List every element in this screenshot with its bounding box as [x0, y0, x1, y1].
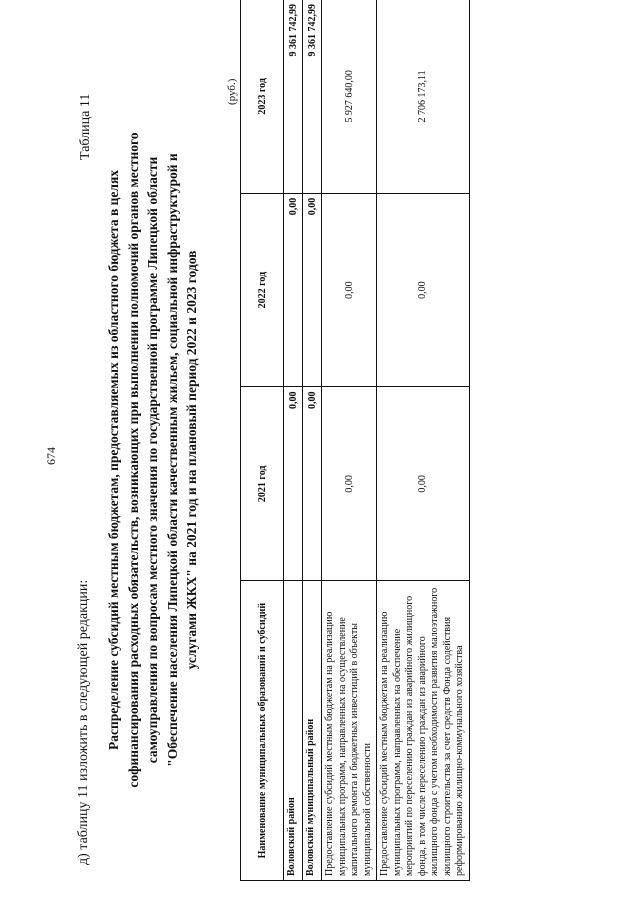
title-line: услугами ЖКХ" на 2021 год и на плановый период 2022 и 2023 годов	[184, 250, 199, 670]
value-2021: 0,00	[322, 387, 377, 581]
table-label: Таблица 11	[78, 93, 93, 160]
value-2023: 5 927 640,00	[322, 0, 377, 193]
table-header-row	[241, 0, 284, 881]
subsidy-table	[240, 0, 470, 881]
row-name: Предоставление субсидий местным бюджетам на реализацию муниципальных программ, направленных на обеспечение мероприятий по переселению граждан из аварийного жилищного фонда, в том числе переселению граждан из аварийного жилищного фонда с учетом необходимости развития малоэтажного жилищного строительства за счет средств Фонда содействия реформированию жилищно-коммунального хозяйства	[377, 581, 470, 881]
header-2021: 2021 год	[241, 387, 284, 581]
intro-text: д) таблицу 11 изложить в следующей редакции:	[76, 579, 91, 865]
value-2022: 0,00	[377, 193, 470, 387]
title-line: самоуправления по вопросам местного значения по государственной программе Липецкой области	[145, 156, 160, 764]
value-2022: 0,00	[303, 193, 322, 387]
value-2022: 0,00	[284, 193, 303, 387]
table-row	[284, 0, 303, 881]
table-row	[377, 0, 470, 881]
table-title	[104, 55, 202, 865]
currency-unit: (руб.)	[226, 78, 238, 105]
title-line: "Обеспечение населения Липецкой области качественным жильем, социальной инфраструктурой и	[164, 153, 180, 767]
table-row	[322, 0, 377, 881]
row-name: Воловский муниципальный район	[303, 581, 322, 881]
value-2021: 0,00	[284, 387, 303, 581]
header-name: Наименование муниципальных образований и субсидий	[241, 581, 284, 881]
value-2023: 9 361 742,99	[284, 0, 303, 193]
value-2023: 9 361 742,99	[303, 0, 322, 193]
value-2022: 0,00	[322, 193, 377, 387]
page-number: 674	[44, 447, 58, 465]
row-name: Воловский район	[284, 581, 303, 881]
value-2021: 0,00	[303, 387, 322, 581]
value-2021: 0,00	[377, 387, 470, 581]
title-line: софинансирования расходных обязательств, возникающих при выполнении полномочий органов местного	[125, 132, 141, 788]
header-2022: 2022 год	[241, 193, 284, 387]
table-row	[303, 0, 322, 881]
header-2023: 2023 год	[241, 0, 284, 193]
row-name: Предоставление субсидий местным бюджетам на реализацию муниципальных программ, направленных на осуществление капитального ремонта и бюджетных инвестиций в объекты муниципальной собственности	[322, 581, 377, 881]
title-line: Распределение субсидий местным бюджетам, предоставляемых из областного бюджета в целях	[106, 169, 121, 751]
value-2023: 2 706 173,11	[377, 0, 470, 193]
